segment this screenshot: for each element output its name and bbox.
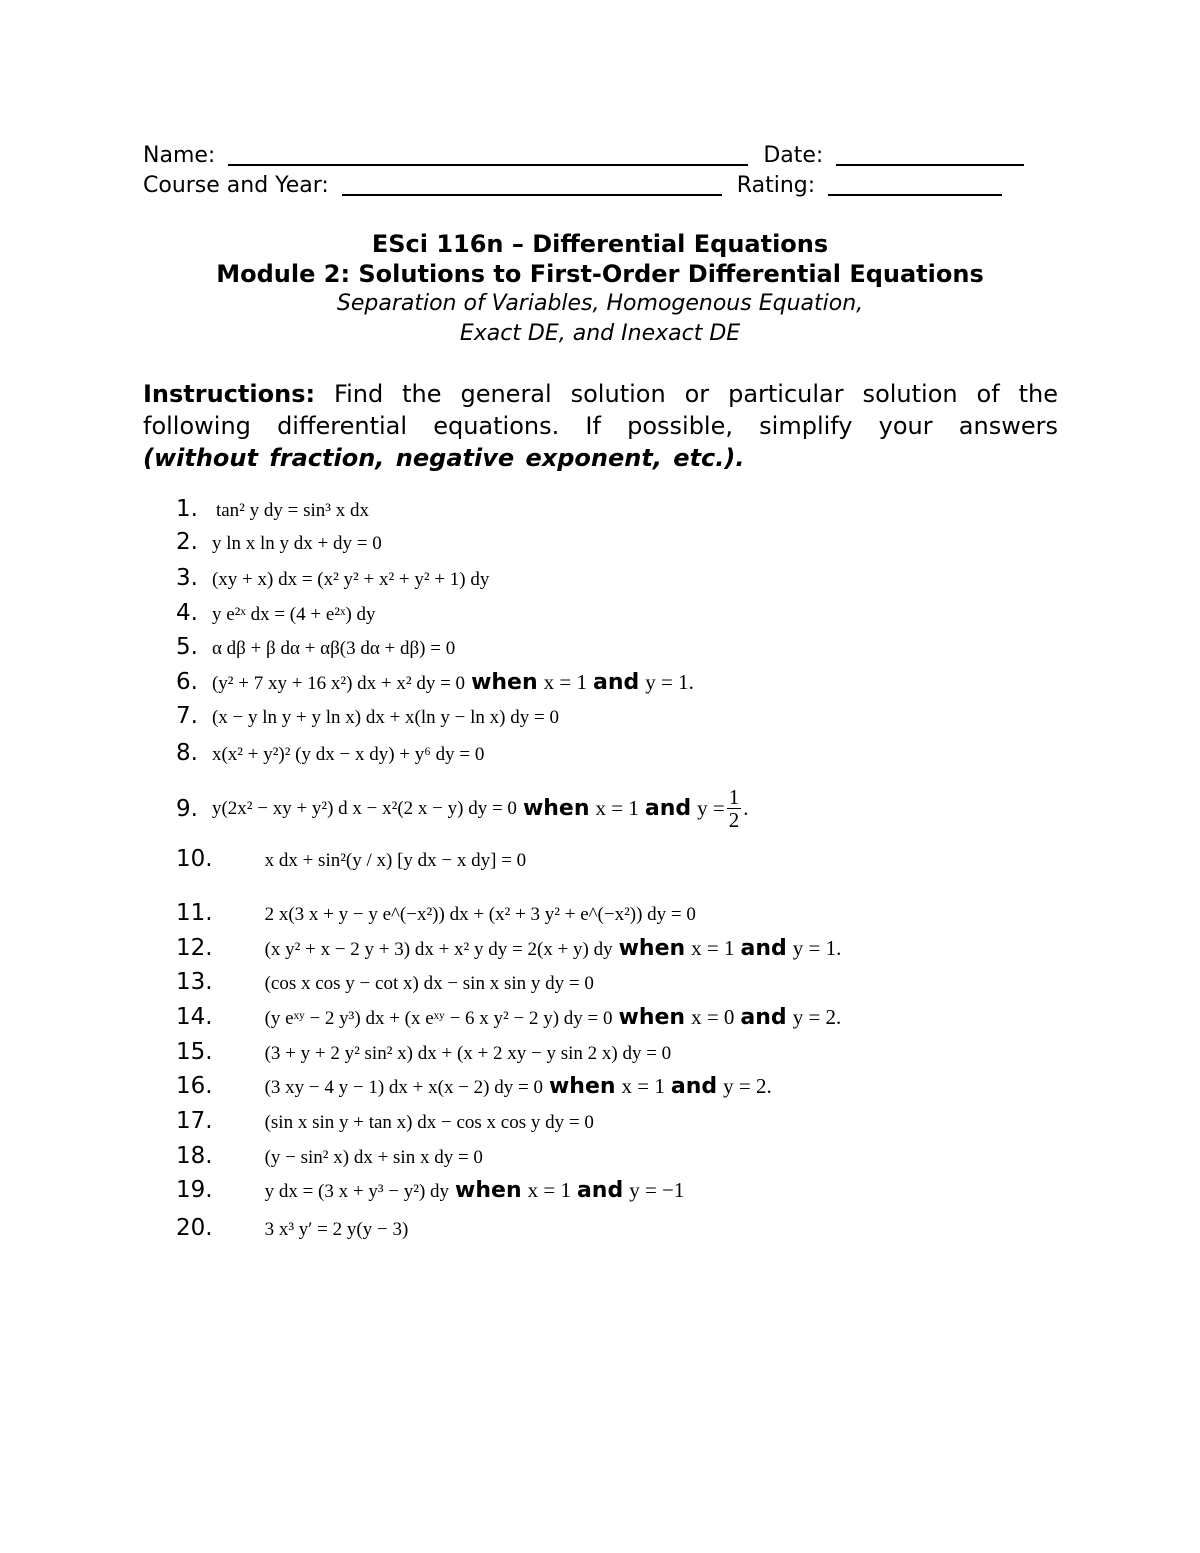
- when-word: when: [618, 936, 686, 961]
- condition-y-prefix: y =: [697, 796, 725, 820]
- problem-2: [176, 529, 382, 555]
- problem-equation: 3 x³ y′ = 2 y(y − 3): [264, 1219, 409, 1240]
- problem-13: [176, 969, 594, 995]
- problem-equation: (x − y ln y + y ln x) dx + x(ln y − ln x) dy = 0: [211, 707, 559, 728]
- condition-x: x = 1: [691, 936, 735, 960]
- problem-6: [176, 669, 694, 695]
- problem-equation: (3 + y + 2 y² sin² x) dx + (x + 2 xy − y sin 2 x) dy = 0: [264, 1043, 672, 1064]
- problem-number: 16.: [176, 1073, 213, 1099]
- module-title: Module 2: Solutions to First-Order Differential Equations: [216, 260, 984, 288]
- problem-number: 14.: [176, 1004, 213, 1030]
- rating-field[interactable]: [828, 172, 1002, 196]
- problem-equation: y(2x² − xy + y²) d x − x²(2 x − y) dy = 0: [211, 797, 517, 819]
- when-word: when: [618, 1005, 686, 1030]
- date-field[interactable]: [836, 142, 1024, 166]
- topics-subtitle-line1: Separation of Variables, Homogenous Equation,: [336, 291, 864, 316]
- when-word: when: [522, 796, 590, 821]
- name-date-line: [143, 142, 1024, 170]
- problem-equation: (3 xy − 4 y − 1) dx + x(x − 2) dy = 0: [264, 1077, 543, 1098]
- condition-x: x = 1: [621, 1074, 665, 1098]
- problem-8: [176, 740, 484, 766]
- course-title: ESci 116n – Differential Equations: [371, 230, 829, 258]
- problem-number: 7.: [176, 703, 198, 729]
- problem-18: [176, 1143, 483, 1169]
- condition-x: x = 1: [595, 796, 639, 820]
- problem-number: 12.: [176, 935, 213, 961]
- name-label: Name:: [143, 143, 216, 168]
- instructions: [143, 378, 1058, 474]
- course-rating-line: [143, 172, 1002, 200]
- problem-number: 6.: [176, 669, 198, 695]
- when-word: when: [471, 670, 538, 695]
- condition-x: x = 0: [691, 1005, 735, 1029]
- problem-equation: (xy + x) dx = (x² y² + x² + y² + 1) dy: [211, 569, 490, 590]
- instructions-label: Instructions:: [143, 380, 316, 408]
- problem-equation: (y eˣʸ − 2 y³) dx + (x eˣʸ − 6 x y² − 2 y) dy = 0: [264, 1008, 613, 1029]
- problem-16: [176, 1073, 772, 1099]
- instructions-text: Find the general solution or particular solution of the following differential equations. If possible, simplify your answers: [143, 380, 1058, 440]
- and-word: and: [740, 936, 787, 961]
- course-year-label: Course and Year:: [143, 173, 329, 198]
- condition-y-suffix: .: [743, 796, 749, 820]
- problem-equation: (cos x cos y − cot x) dx − sin x sin y dy = 0: [264, 973, 594, 994]
- problem-number: 8.: [176, 740, 198, 766]
- condition-x: x = 1: [543, 670, 587, 694]
- problem-equation: (y² + 7 xy + 16 x²) dx + x² dy = 0: [211, 673, 466, 694]
- rating-label: Rating:: [736, 173, 816, 198]
- problem-equation: y dx = (3 x + y³ − y²) dy: [264, 1181, 450, 1202]
- date-label: Date:: [763, 143, 824, 168]
- name-field[interactable]: [228, 142, 748, 166]
- problem-17: [176, 1108, 594, 1134]
- problem-7: [176, 703, 559, 729]
- condition-y: y = 2.: [723, 1074, 772, 1098]
- fraction-numerator: 1: [728, 785, 740, 809]
- problem-number: 1.: [176, 496, 198, 522]
- problem-11: [176, 900, 696, 926]
- problem-12: [176, 935, 841, 961]
- problem-10: [176, 846, 526, 872]
- condition-y-fraction: [727, 786, 742, 831]
- problem-number: 15.: [176, 1039, 213, 1065]
- problem-equation: (x y² + x − 2 y + 3) dx + x² y dy = 2(x + y) dy: [264, 939, 613, 960]
- condition-y: y = 1.: [792, 936, 842, 960]
- problem-equation: y ln x ln y dx + dy = 0: [211, 533, 382, 554]
- problem-equation: tan² y dy = sin³ x dx: [215, 500, 369, 521]
- fraction-denominator: 2: [728, 808, 740, 832]
- problem-number: 10.: [176, 846, 213, 872]
- title-block: [0, 229, 1200, 349]
- problem-20: [176, 1215, 408, 1241]
- problem-equation: y e²ˣ dx = (4 + e²ˣ) dy: [211, 604, 376, 625]
- problem-number: 4.: [176, 600, 198, 626]
- problem-equation: α dβ + β dα + αβ(3 dα + dβ) = 0: [211, 638, 456, 659]
- condition-y: y = 1.: [645, 670, 694, 694]
- problem-number: 5.: [176, 634, 198, 660]
- problem-1: [176, 496, 369, 522]
- when-word: when: [455, 1178, 522, 1203]
- and-word: and: [670, 1074, 718, 1099]
- when-word: when: [548, 1074, 616, 1099]
- problem-9: [176, 786, 748, 831]
- problem-5: [176, 634, 455, 660]
- problem-3: [176, 565, 489, 591]
- problem-number: 19.: [176, 1177, 213, 1203]
- course-year-field[interactable]: [342, 172, 722, 196]
- problem-number: 18.: [176, 1143, 213, 1169]
- and-word: and: [644, 796, 692, 821]
- condition-x: x = 1: [527, 1178, 571, 1202]
- problem-14: [176, 1004, 841, 1030]
- problem-equation: (y − sin² x) dx + sin x dy = 0: [264, 1147, 483, 1168]
- problem-equation: (sin x sin y + tan x) dx − cos x cos y dy = 0: [264, 1112, 594, 1133]
- problem-equation: x(x² + y²)² (y dx − x dy) + y⁶ dy = 0: [211, 744, 485, 765]
- problem-4: [176, 600, 376, 626]
- problem-15: [176, 1039, 671, 1065]
- and-word: and: [592, 670, 640, 695]
- problem-number: 2.: [176, 529, 198, 555]
- problem-number: 3.: [176, 565, 198, 591]
- problem-number: 11.: [176, 900, 213, 926]
- and-word: and: [576, 1178, 624, 1203]
- and-word: and: [740, 1005, 787, 1030]
- problem-number: 9.: [176, 795, 198, 822]
- problem-number: 17.: [176, 1108, 213, 1134]
- instructions-note: (without fraction, negative exponent, etc.).: [143, 444, 745, 472]
- problem-number: 13.: [176, 969, 213, 995]
- problem-19: [176, 1177, 684, 1203]
- condition-y: y = −1: [629, 1178, 685, 1202]
- problem-equation: x dx + sin²(y / x) [y dx − x dy] = 0: [264, 850, 527, 871]
- condition-y: y = 2.: [792, 1005, 842, 1029]
- problem-equation: 2 x(3 x + y − y e^(−x²)) dx + (x² + 3 y² + e^(−x²)) dy = 0: [264, 904, 696, 925]
- problem-number: 20.: [176, 1215, 213, 1241]
- topics-subtitle-line2: Exact DE, and Inexact DE: [459, 321, 741, 346]
